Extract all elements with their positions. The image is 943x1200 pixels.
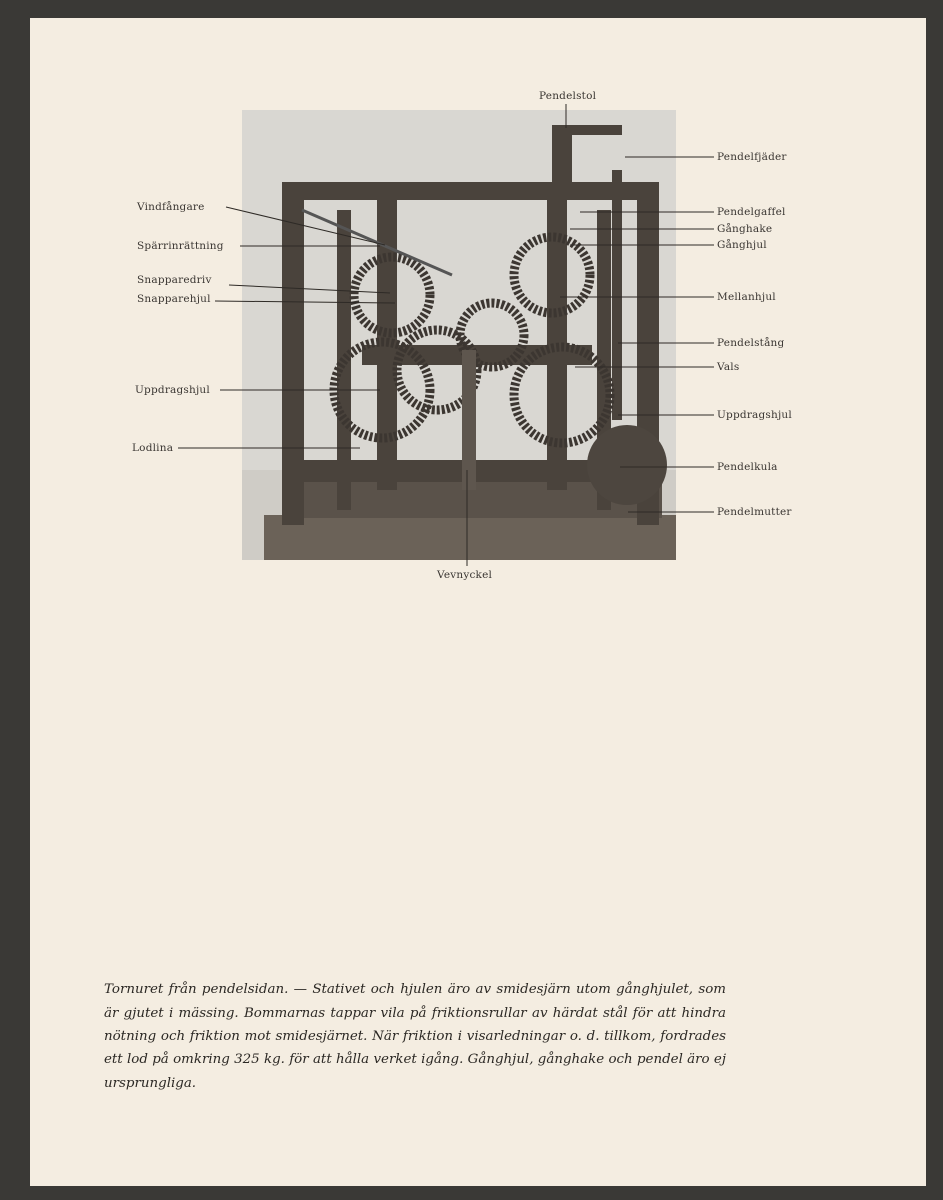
label-lodlina: Lodlina [132, 442, 174, 454]
label-mellanhjul: Mellanhjul [717, 291, 776, 303]
label-uppdragshjul-right: Uppdragshjul [717, 409, 792, 421]
label-ganghake: Gånghake [717, 223, 773, 235]
label-pendelfjader: Pendelfjäder [717, 151, 787, 163]
clock-mechanism-photo [242, 110, 676, 560]
label-pendelmutter: Pendelmutter [717, 506, 792, 518]
label-pendelstol: Pendelstol [539, 90, 597, 102]
label-snapparehjul: Snapparehjul [137, 293, 211, 305]
label-snapparedriv: Snapparedriv [137, 274, 212, 286]
label-uppdragshjul-left: Uppdragshjul [135, 384, 210, 396]
label-vindfangare: Vindfångare [137, 201, 205, 213]
label-ganghjul: Gånghjul [717, 239, 767, 251]
label-sparrinrattning: Spärrinrättning [137, 240, 224, 252]
label-pendelgaffel: Pendelgaffel [717, 206, 786, 218]
label-vals: Vals [717, 361, 740, 373]
label-pendelstang: Pendelstång [717, 337, 785, 349]
figure-caption: Tornuret från pendelsidan. — Stativet och hjulen äro av smidesjärn utom gånghjulet, som är gjutet i mässing. Bommarnas tappar vila på friktionsrullar av härdat stål för att hindra nötning och friktion mot smidesjärnet. När friktion i visarledningar o. d. tillkom, fordrades ett lod på omkring 325 kg. för att hålla verket igång. Gånghjul, gånghake och pendel äro ej ursprungliga. [104, 982, 726, 1091]
label-pendelkula: Pendelkula [717, 461, 778, 473]
label-vevnyckel: Vevnyckel [437, 569, 493, 581]
